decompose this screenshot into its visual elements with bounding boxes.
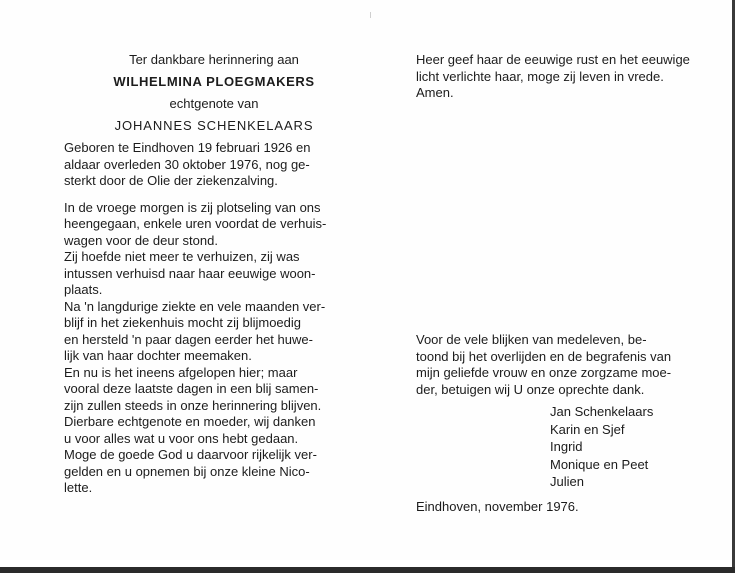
deceased-name: WILHELMINA PLOEGMAKERS <box>113 74 315 89</box>
text-line: intussen verhuisd naar haar eeuwige woon- <box>64 265 316 281</box>
text-line: Moge de goede God u daarvoor rijkelijk ver- <box>64 447 317 462</box>
prayer-line: Heer geef haar de eeuwige rust en het eeuwige <box>416 52 690 67</box>
thanks-line: Voor de vele blijken van medeleven, be- <box>416 332 647 347</box>
signer-name: Ingrid <box>550 439 583 455</box>
signer-name: Monique en Peet <box>550 456 649 472</box>
text-line: lette. <box>64 480 93 495</box>
text-line: vooral deze laatste dagen in een blij samen- <box>64 381 319 396</box>
signer-name: Julien <box>550 474 584 490</box>
thanks-paragraph <box>416 332 671 398</box>
birth-line: sterkt door de Olie der ziekenzalving. <box>64 173 278 188</box>
thanks-line: toond bij het overlijden en de begrafenis van <box>416 348 672 364</box>
memorial-text <box>64 200 364 497</box>
fold-mark <box>370 12 371 18</box>
birth-line: Geboren te Eindhoven 19 februari 1926 en <box>64 140 311 155</box>
text-line: lijk van haar dochter meemaken. <box>64 348 252 363</box>
left-panel <box>64 52 364 497</box>
text-line: Zij hoefde niet meer te verhuizen, zij was <box>64 249 300 264</box>
prayer-paragraph <box>416 52 716 102</box>
text-line: Na 'n langdurige ziekte en vele maanden ver- <box>64 298 326 314</box>
place-date: Eindhoven, november 1976. <box>416 498 579 514</box>
thanks-line: der, betuigen wij U onze oprechte dank. <box>416 381 645 397</box>
text-line: zijn zullen steeds in onze herinnering blijven. <box>64 397 322 413</box>
intro-text: Ter dankbare herinnering aan <box>129 52 299 67</box>
text-line: In de vroege morgen is zij plotseling van ons <box>64 199 321 215</box>
text-line: En nu is het ineens afgelopen hier; maar <box>64 364 298 380</box>
prayer-line: licht verlichte haar, moge zij leven in vrede. <box>416 68 664 84</box>
text-line: blijf in het ziekenhuis mocht zij blijmoedig <box>64 315 302 330</box>
text-line: Dierbare echtgenote en moeder, wij danken <box>64 414 316 429</box>
text-line: gelden en u opnemen bij onze kleine Nico- <box>64 463 310 479</box>
thanks-line: mijn geliefde vrouw en onze zorgzame moe- <box>416 365 672 380</box>
text-line: wagen voor de deur stond. <box>64 232 218 248</box>
birth-line: aldaar overleden 30 oktober 1976, nog ge- <box>64 156 310 172</box>
acknowledgement-section <box>416 332 671 515</box>
signer-name: Jan Schenkelaars <box>550 404 654 419</box>
text-line: u voor alles wat u voor ons hebt gedaan. <box>64 430 299 446</box>
text-line: en hersteld 'n paar dagen eerder het huwe- <box>64 331 313 347</box>
text-line: plaats. <box>64 282 103 297</box>
card-edge-bottom <box>0 567 735 573</box>
birth-paragraph <box>64 140 364 190</box>
right-panel <box>416 52 716 514</box>
relation-text: echtgenote van <box>169 96 259 111</box>
signer-name: Karin en Sjef <box>550 421 625 437</box>
spouse-name: JOHANNES SCHENKELAARS <box>114 118 314 133</box>
prayer-line: Amen. <box>416 85 454 100</box>
signers-list <box>550 403 671 491</box>
text-line: heengegaan, enkele uren voordat de verhuis- <box>64 216 327 231</box>
